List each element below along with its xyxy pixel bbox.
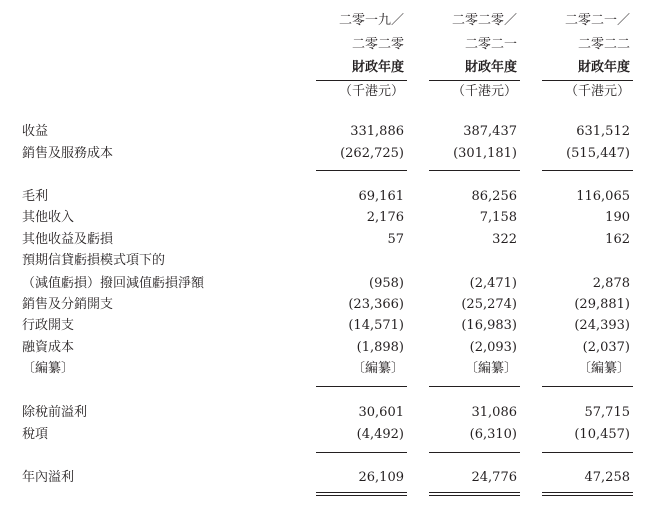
value-cell: (23,366) (348, 297, 404, 312)
header-period-line1: 二零二一／ (564, 13, 630, 28)
value-cell: (24,393) (574, 318, 630, 333)
value-cell: 69,161 (358, 189, 404, 204)
header-period-line2: 二零二一 (464, 37, 517, 52)
row-label: 毛利 (22, 189, 49, 204)
subtotal-rule (542, 386, 633, 387)
total-double-rule (429, 492, 520, 493)
value-cell: (958) (369, 276, 404, 291)
header-unit: （千港元） (451, 84, 517, 99)
value-cell: 7,158 (479, 210, 517, 225)
value-cell: 162 (605, 232, 630, 247)
subtotal-rule (316, 386, 407, 387)
value-cell: 631,512 (576, 124, 630, 139)
value-cell: (262,725) (340, 146, 404, 161)
value-cell: 47,258 (584, 470, 630, 485)
value-cell: 2,878 (592, 276, 630, 291)
value-cell: 331,886 (350, 124, 404, 139)
value-cell: 322 (492, 232, 517, 247)
header-period-line2: 二零二零 (351, 37, 404, 52)
value-cell: (6,310) (469, 427, 517, 442)
total-double-rule (316, 495, 407, 496)
row-label: 銷售及分銷開支 (22, 297, 114, 312)
header-fiscal-year: 財政年度 (464, 60, 517, 75)
total-double-rule (542, 492, 633, 493)
row-label: 融資成本 (22, 340, 75, 355)
value-cell: (2,037) (582, 340, 630, 355)
value-cell: 57,715 (584, 405, 630, 420)
value-cell: (1,898) (356, 340, 404, 355)
row-label: 收益 (22, 124, 49, 139)
total-double-rule (429, 495, 520, 496)
value-cell: 57 (387, 232, 404, 247)
value-cell: (16,983) (461, 318, 517, 333)
row-label: 〔編纂〕 (22, 361, 75, 376)
subtotal-rule (429, 452, 520, 453)
value-cell: 2,176 (366, 210, 404, 225)
value-cell: 24,776 (471, 470, 517, 485)
subtotal-rule (542, 170, 633, 171)
value-cell: 86,256 (471, 189, 517, 204)
header-period-line1: 二零一九／ (338, 13, 404, 28)
row-label: 預期信貸虧損模式項下的 (22, 253, 166, 268)
row-label: 年內溢利 (22, 470, 75, 485)
header-rule (316, 80, 407, 81)
subtotal-rule (429, 386, 520, 387)
header-rule (542, 80, 633, 81)
value-cell: 387,437 (463, 124, 517, 139)
header-period-line1: 二零二零／ (451, 13, 517, 28)
value-cell: 〔編纂〕 (351, 361, 404, 376)
row-label: （減值虧損）撥回減值虧損淨額 (22, 276, 205, 291)
row-label: 其他收入 (22, 210, 75, 225)
value-cell: (4,492) (356, 427, 404, 442)
header-rule (429, 80, 520, 81)
value-cell: (515,447) (566, 146, 630, 161)
value-cell: (29,881) (574, 297, 630, 312)
subtotal-rule (316, 170, 407, 171)
row-label: 除稅前溢利 (22, 405, 88, 420)
row-label: 行政開支 (22, 318, 75, 333)
subtotal-rule (542, 452, 633, 453)
value-cell: (10,457) (574, 427, 630, 442)
header-unit: （千港元） (338, 84, 404, 99)
total-double-rule (316, 492, 407, 493)
row-label: 稅項 (22, 427, 49, 442)
value-cell: 116,065 (576, 189, 630, 204)
value-cell: (2,093) (469, 340, 517, 355)
value-cell: 31,086 (471, 405, 517, 420)
value-cell: 26,109 (358, 470, 404, 485)
header-period-line2: 二零二二 (577, 37, 630, 52)
value-cell: (25,274) (461, 297, 517, 312)
value-cell: 〔編纂〕 (577, 361, 630, 376)
value-cell: (14,571) (348, 318, 404, 333)
subtotal-rule (429, 170, 520, 171)
value-cell: (301,181) (453, 146, 517, 161)
value-cell: 〔編纂〕 (464, 361, 517, 376)
subtotal-rule (316, 452, 407, 453)
header-fiscal-year: 財政年度 (577, 60, 630, 75)
header-fiscal-year: 財政年度 (351, 60, 404, 75)
header-unit: （千港元） (564, 84, 630, 99)
row-label: 其他收益及虧損 (22, 232, 114, 247)
row-label: 銷售及服務成本 (22, 146, 114, 161)
value-cell: (2,471) (469, 276, 517, 291)
value-cell: 30,601 (358, 405, 404, 420)
value-cell: 190 (605, 210, 630, 225)
total-double-rule (542, 495, 633, 496)
